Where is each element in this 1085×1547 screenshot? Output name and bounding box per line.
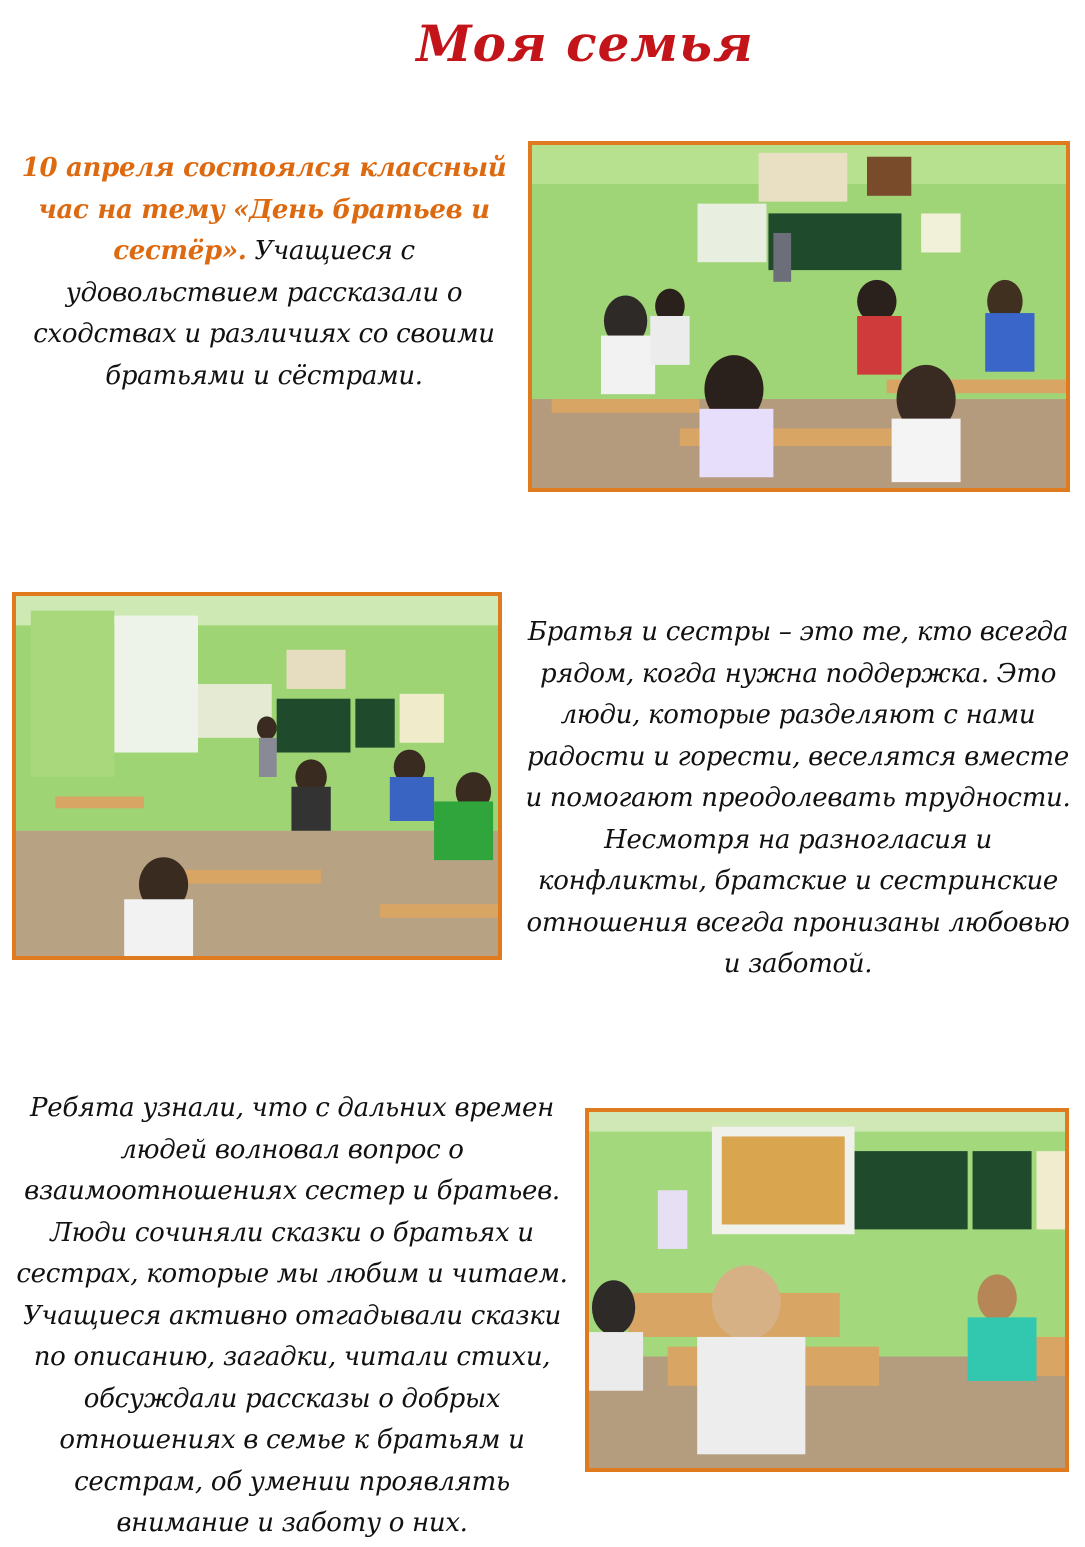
section-2-body: Братья и сестры – это те, кто всегда рядом, когда нужна поддержка. Это люди, которые разделяют с нами радости и горести, веселятся вместе и помогают преодолевать трудности. Несмотря на разногласия и конфликты, братские и сестринские отношения всегда пронизаны любовью и заботой. (525, 617, 1071, 979)
section-1-highlight: 10 апреля состоялся классный час на тему «День братьев и сестёр». (21, 153, 507, 266)
classroom-photo-3-image (589, 1112, 1065, 1468)
classroom-photo-3 (585, 1108, 1069, 1472)
section-3-text (12, 1088, 572, 1545)
section-1-body: Учащиеся с удовольствием рассказали о сходствах и различиях со своими братьями и сёстрами. (33, 236, 495, 391)
classroom-photo-1 (528, 141, 1070, 492)
section-1-text (14, 148, 514, 397)
section-3-body: Ребята узнали, что с дальних времен людей волновал вопрос о взаимоотношениях сестер и братьев. Люди сочиняли сказки о братьях и сестрах, которые мы любим и читаем. Учащиеся активно отгадывали сказки по описанию, загадки, читали стихи, обсуждали рассказы о добрых отношениях в семье к братьям и сестрам, об умении проявлять внимание и заботу о них. (16, 1093, 568, 1538)
classroom-photo-2 (12, 592, 502, 960)
classroom-photo-2-image (16, 596, 498, 956)
classroom-photo-1-image (532, 145, 1066, 488)
page-title: Моя семья (416, 14, 754, 73)
section-2-text (518, 612, 1078, 986)
